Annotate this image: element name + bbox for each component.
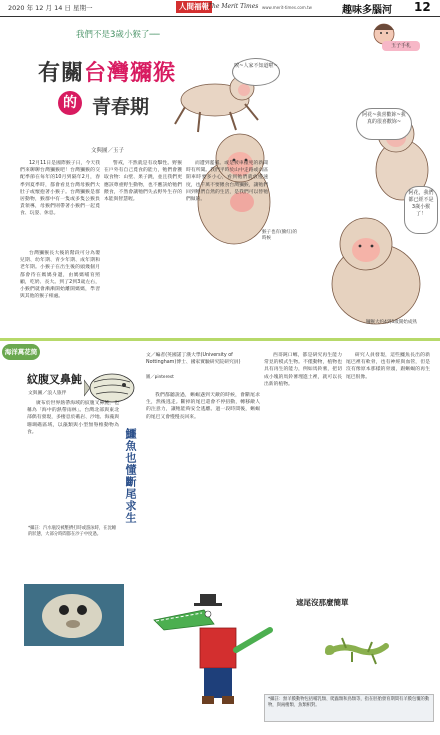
article-column xyxy=(104,160,182,332)
fish-article-byline: 文與圖／浪人旅伴 xyxy=(28,391,67,396)
axolotl-credit: 圖／pinterest xyxy=(146,375,174,380)
axolotl-column xyxy=(146,392,260,608)
gecko-illustration xyxy=(322,630,392,670)
article-paragraph: 而遭到濫捕。或是被車撞死的新聞時有所聞。我們平時於山中走路或山區開車時要多小心，看到牠們就放慢速度，也千萬不要餵食台灣獼猴，讓牠們回到牠們自然的生活，是我們可以替牠們做的。 xyxy=(186,161,268,203)
title-highlight: 台灣獼猴 xyxy=(84,61,177,86)
section-divider xyxy=(0,338,440,341)
title-circle-char: 的 xyxy=(58,91,82,115)
crocodile-illustration xyxy=(144,590,274,710)
article-title-line2: 青春期 xyxy=(92,96,150,118)
article-paragraph: 台灣獼猴長大後的階段可分為嬰兒期、幼年期、青少年期、成年期和老年期。小猴子在出生後的頭幾個月都會待在媽媽身邊，由媽媽哺育照顧，吃奶、長大。到了2到3歲左右，小猴們就會漸漸開始離開媽媽，學習與其他的猴子相處。 xyxy=(20,251,100,300)
fish-article-title: 紋腹叉鼻魨 xyxy=(27,373,82,386)
author-tag: 玉子手札 xyxy=(382,41,420,51)
fish-photo xyxy=(24,584,124,646)
article-paragraph: 廣布於世界熱帶海域的紋腹叉鼻魨，也稱為「海中的熱帶雨林」。台灣北部與東北部偶有發現，多棲息於礁岩、沙地、海藻與珊瑚礁區域，以藻類與小型無脊椎動物為食。 xyxy=(27,401,119,435)
axolotl-subheading: 遮尾沒那麼簡單 xyxy=(296,598,349,607)
axolotl-column xyxy=(264,352,342,588)
speech-bubble: 阿花~我喜歡妳~我真的很喜歡妳~ xyxy=(356,108,412,140)
article-title-line1 xyxy=(38,56,176,87)
paper-logo-en: The Merit Times xyxy=(208,3,259,10)
paper-logo: 人間福報 xyxy=(176,1,212,13)
article-paragraph: 警戒，不然就是有攻擊性。野猴在戶外有自己覓食的能力，牠們會獲取食物：山壁、果子跳，並且我們更應該尊重野生動物，也不應該給牠們餵食，不然會讓牠們失去野外生存的本能與智慧喔。 xyxy=(104,161,182,203)
header-url: www.merit-times.com.tw xyxy=(262,5,312,10)
fish-article-body xyxy=(27,400,119,524)
article-paragraph: 我們都聽說過，蜥蜴遇到天敵的時候，會斷尾求生，然後逃走。斷掉的尾巴還會不停扭動，轉移敵人的注意力，讓牠能夠安全逃離。過一段時間後，蜥蜴的尾巴又會慢慢長回來。 xyxy=(146,393,260,420)
speech-bubble: 阿花，我們都已經不是3歲小猴了！ xyxy=(404,186,438,234)
title-part: 有關 xyxy=(38,61,85,86)
article-paragraph: 12月11日是國際猴子日，今天我們來聊聊台灣獼猴吧！台灣獼猴的交配季節在每年的10月到隔年2月，春季到夏季時，都會看見台灣母猴們大肚子或懷抱著小猴子。台灣獼猴是群居動物，猴群中有一隻或多隻公猴負責領導，母猴們則帶著小猴們一起覓食、玩耍、休息。 xyxy=(20,161,100,217)
article-byline: 文與圖／玉子 xyxy=(91,148,125,154)
axolotl-note: *攝註：無羊膜動物包括哺乳類、爬蟲類和鳥類等，指在胚胎發育期間有羊膜包覆的動物，與兩棲類、魚類相對。 xyxy=(264,694,434,722)
axolotl-column xyxy=(346,352,430,588)
illustration-caption: 猴子也有(臉紅)的時候 xyxy=(262,230,298,241)
speech-bubble: 唉~人家不知道啦~ xyxy=(232,58,280,86)
section-title: 趣味多腦河 xyxy=(342,5,392,16)
illustration-caption: 獼猴大約4到5歲開始成熟 xyxy=(366,320,417,325)
article-paragraph: 研究人員發現，這些鱷魚長出的新尾巴裡有軟骨，也有神經與血管，但是沒有像原本那樣的骨頭，跟蜥蜴的再生尾巴很像。 xyxy=(346,353,430,380)
axolotl-byline: 文／編者(英國諾丁漢大學(University of Nottingham)博士、國家實驗研究院研究員) xyxy=(146,353,241,365)
article-kicker: 我們不是3歲小猴了── xyxy=(76,30,160,40)
article-paragraph: 西哥鈍口螈，都是研究再生能力常見的模式生物。不僅動物，植物也具有再生的能力，例如馬鈴薯，把切成小塊的馬鈴薯埋進土裡，就可以長出新的植物。 xyxy=(264,353,342,387)
header-date: 2020 年 12 月 14 日 星期一 xyxy=(8,4,93,12)
article-column xyxy=(186,160,268,332)
column-tag: 海洋萬花筒 xyxy=(2,344,40,360)
page-number: 12 xyxy=(414,0,431,14)
axolotl-vertical-title: 鱷魚也懂斷尾求生 xyxy=(124,428,137,524)
fish-photo-note: *攝註：汽水瓶沒被壓擠打時或游泳時，在沈睡的狀態，大部分時間都在沙子中度過。 xyxy=(28,526,117,537)
article-column xyxy=(20,250,100,330)
